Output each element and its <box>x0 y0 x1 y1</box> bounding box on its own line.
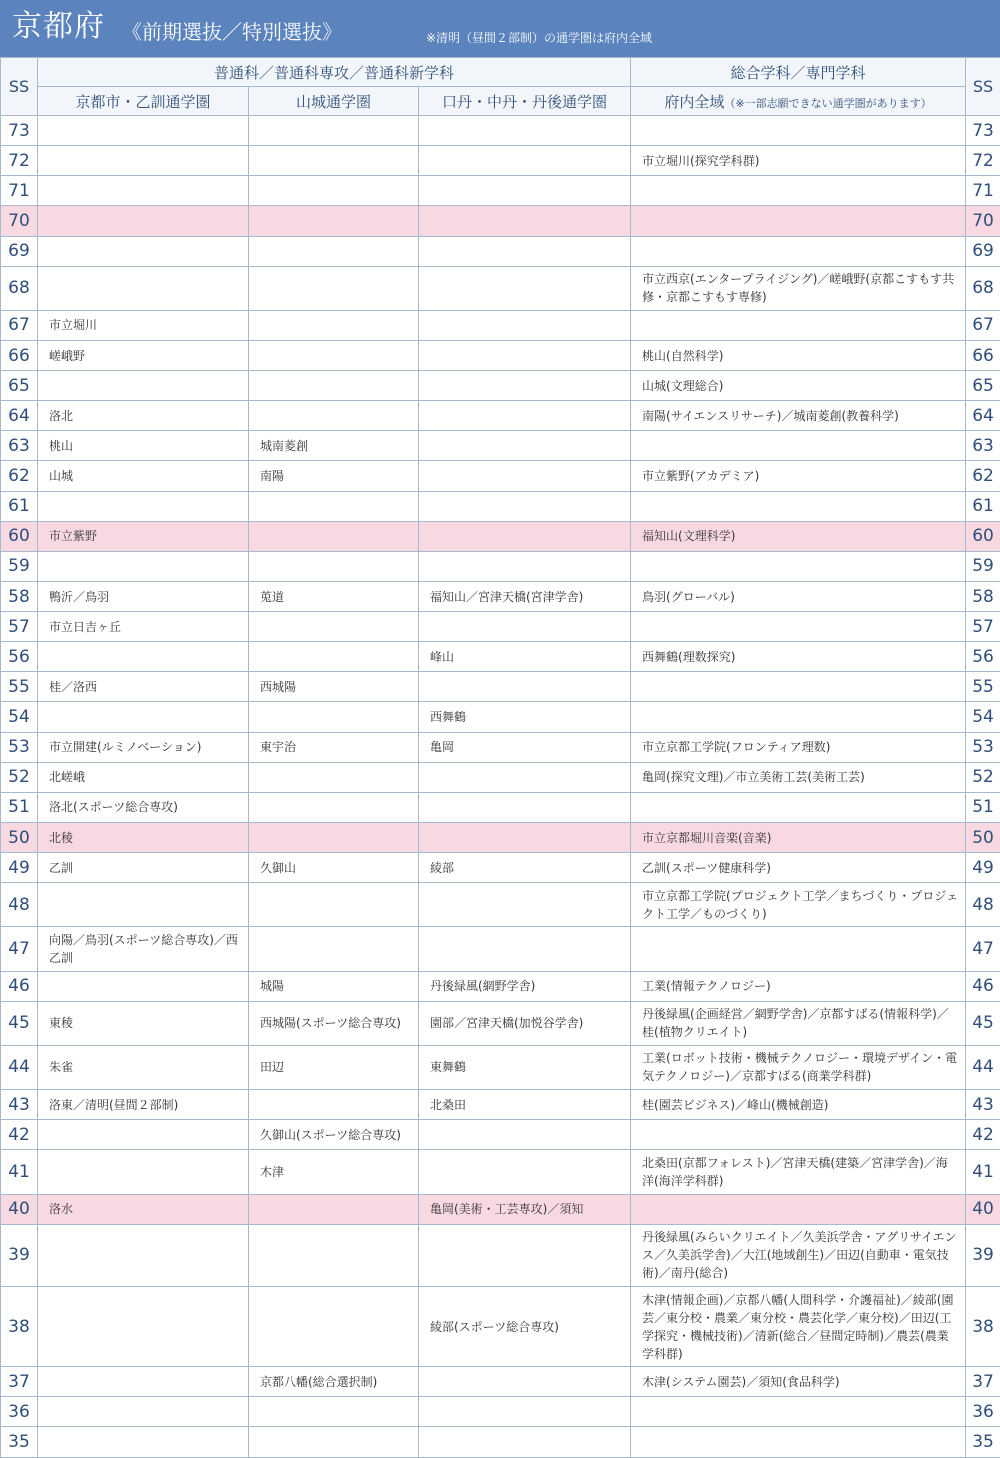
school-cell: 亀岡 <box>419 732 631 762</box>
school-cell: 市立紫野 <box>38 521 249 551</box>
school-cell: 洛東／清明(昼間２部制) <box>38 1090 249 1120</box>
school-cell: 亀岡(美術・工芸専攻)／須知 <box>419 1194 631 1224</box>
ss-value-right: 46 <box>966 971 1000 1001</box>
school-cell <box>631 116 966 146</box>
ss-value-left: 64 <box>1 401 38 431</box>
ss-value-left: 55 <box>1 672 38 702</box>
ss-value-right: 48 <box>966 883 1000 927</box>
school-cell: 桃山 <box>38 431 249 461</box>
school-cell: 亀岡(探究文理)／市立美術工芸(美術工芸) <box>631 762 966 792</box>
ss-value-right: 65 <box>966 371 1000 401</box>
school-cell <box>419 236 631 266</box>
table-row <box>1 672 1000 702</box>
ss-value-left: 37 <box>1 1367 38 1397</box>
ss-value-right: 55 <box>966 672 1000 702</box>
column-header-prefecture-wide-label: 府内全域 <box>664 92 725 111</box>
ss-value-right: 73 <box>966 116 1000 146</box>
school-cell <box>38 1120 249 1150</box>
ss-value-right: 47 <box>966 927 1000 971</box>
table-row <box>1 146 1000 176</box>
school-cell <box>249 521 419 551</box>
school-cell: 西舞鶴 <box>419 702 631 732</box>
table-row <box>1 1150 1000 1194</box>
school-cell <box>38 371 249 401</box>
ss-value-right: 68 <box>966 266 1000 310</box>
school-cell <box>38 116 249 146</box>
table-row <box>1 1397 1000 1427</box>
ss-value-left: 39 <box>1 1224 38 1286</box>
ss-value-left: 42 <box>1 1120 38 1150</box>
school-cell: 市立京都工学院(プロジェクト工学／まちづくり・プロジェクト工学／ものづくり) <box>631 883 966 927</box>
school-cell <box>419 461 631 491</box>
ss-value-left: 46 <box>1 971 38 1001</box>
school-cell: 市立開建(ルミノベーション) <box>38 732 249 762</box>
table-row <box>1 702 1000 732</box>
table-row <box>1 431 1000 461</box>
school-cell: 西舞鶴(理数探究) <box>631 642 966 672</box>
school-cell: 綾部(スポーツ総合専攻) <box>419 1286 631 1366</box>
header-note: ※清明（昼間２部制）の通学圏は府内全域 <box>426 31 653 45</box>
ss-value-left: 40 <box>1 1194 38 1224</box>
school-cell <box>38 1367 249 1397</box>
table-row <box>1 1427 1000 1458</box>
school-cell: 園部／宮津天橋(加悦谷学舎) <box>419 1001 631 1045</box>
school-cell: 東稜 <box>38 1001 249 1045</box>
school-cell <box>38 883 249 927</box>
school-cell <box>38 551 249 581</box>
school-cell <box>38 176 249 206</box>
ss-value-left: 54 <box>1 702 38 732</box>
school-cell <box>419 1397 631 1427</box>
school-cell: 朱雀 <box>38 1045 249 1089</box>
table-row <box>1 206 1000 236</box>
ss-value-right: 45 <box>966 1001 1000 1045</box>
school-cell <box>419 371 631 401</box>
ss-value-right: 51 <box>966 792 1000 822</box>
school-cell <box>38 1150 249 1194</box>
school-cell <box>419 310 631 340</box>
school-cell: 久御山(スポーツ総合専攻) <box>249 1120 419 1150</box>
school-cell <box>419 431 631 461</box>
school-cell <box>249 702 419 732</box>
school-cell <box>419 1427 631 1458</box>
school-cell <box>631 551 966 581</box>
school-cell <box>631 310 966 340</box>
ss-value-right: 50 <box>966 822 1000 852</box>
table-row <box>1 461 1000 491</box>
school-cell: 山城 <box>38 461 249 491</box>
ss-value-left: 56 <box>1 642 38 672</box>
table-row <box>1 612 1000 642</box>
school-cell <box>38 236 249 266</box>
table-row <box>1 340 1000 370</box>
ss-value-left: 50 <box>1 822 38 852</box>
school-cell: 鴨沂／鳥羽 <box>38 581 249 611</box>
table-row <box>1 927 1000 971</box>
table-row <box>1 551 1000 581</box>
school-cell <box>419 612 631 642</box>
table-body <box>1 116 1000 1458</box>
school-cell: 南陽(サイエンスリサーチ)／城南菱創(教養科学) <box>631 401 966 431</box>
school-cell <box>249 1194 419 1224</box>
table-row <box>1 971 1000 1001</box>
school-cell <box>631 1397 966 1427</box>
ss-value-right: 60 <box>966 521 1000 551</box>
school-cell <box>631 176 966 206</box>
table-row <box>1 1367 1000 1397</box>
ss-value-left: 72 <box>1 146 38 176</box>
ss-value-left: 73 <box>1 116 38 146</box>
school-cell: 峰山 <box>419 642 631 672</box>
ss-value-right: 69 <box>966 236 1000 266</box>
school-cell <box>631 236 966 266</box>
school-cell: 市立紫野(アカデミア) <box>631 461 966 491</box>
ss-value-left: 69 <box>1 236 38 266</box>
school-cell <box>631 1194 966 1224</box>
school-cell: 洛水 <box>38 1194 249 1224</box>
school-cell <box>419 266 631 310</box>
group-header-general: 普通科／普通科専攻／普通科新学科 <box>38 58 631 87</box>
ss-value-left: 44 <box>1 1045 38 1089</box>
school-cell: 莵道 <box>249 581 419 611</box>
school-cell <box>38 1286 249 1366</box>
school-cell: 東宇治 <box>249 732 419 762</box>
school-cell <box>419 1150 631 1194</box>
school-cell <box>249 371 419 401</box>
table-row <box>1 1045 1000 1089</box>
school-cell <box>419 822 631 852</box>
ss-value-right: 67 <box>966 310 1000 340</box>
school-cell <box>631 612 966 642</box>
school-cell: 工業(ロボット技術・機械テクノロジー・環境デザイン・電気テクノロジー)／京都すばる(商業学科群) <box>631 1045 966 1089</box>
ss-value-right: 41 <box>966 1150 1000 1194</box>
school-cell <box>419 762 631 792</box>
school-cell <box>419 792 631 822</box>
ss-value-right: 52 <box>966 762 1000 792</box>
ss-value-right: 57 <box>966 612 1000 642</box>
school-cell: 東舞鶴 <box>419 1045 631 1089</box>
school-cell <box>631 206 966 236</box>
school-cell <box>419 672 631 702</box>
ss-value-left: 65 <box>1 371 38 401</box>
school-cell <box>38 642 249 672</box>
school-cell: 鳥羽(グローバル) <box>631 581 966 611</box>
school-cell <box>249 1397 419 1427</box>
school-cell <box>249 927 419 971</box>
table-row <box>1 1090 1000 1120</box>
school-cell <box>419 340 631 370</box>
school-cell <box>249 1286 419 1366</box>
school-cell <box>249 762 419 792</box>
school-cell <box>419 927 631 971</box>
column-header-yamashiro: 山城通学圏 <box>249 87 419 116</box>
school-cell: 北桑田 <box>419 1090 631 1120</box>
table-row <box>1 310 1000 340</box>
ss-value-right: 59 <box>966 551 1000 581</box>
table-row <box>1 371 1000 401</box>
table-row <box>1 853 1000 883</box>
ss-value-left: 68 <box>1 266 38 310</box>
school-cell: 工業(情報テクノロジー) <box>631 971 966 1001</box>
table-row <box>1 883 1000 927</box>
school-cell <box>419 176 631 206</box>
school-cell <box>249 491 419 521</box>
table-row <box>1 822 1000 852</box>
ss-header-left: SS <box>1 58 38 116</box>
school-cell <box>38 491 249 521</box>
page-header <box>0 0 1000 57</box>
table-row <box>1 581 1000 611</box>
school-cell <box>249 883 419 927</box>
ss-value-right: 71 <box>966 176 1000 206</box>
school-cell <box>419 883 631 927</box>
school-cell <box>631 1427 966 1458</box>
ss-value-left: 70 <box>1 206 38 236</box>
ss-value-left: 61 <box>1 491 38 521</box>
table-row <box>1 732 1000 762</box>
school-cell <box>631 491 966 521</box>
school-cell <box>249 822 419 852</box>
ss-value-left: 45 <box>1 1001 38 1045</box>
table-row <box>1 642 1000 672</box>
ss-value-right: 39 <box>966 1224 1000 1286</box>
ss-value-left: 52 <box>1 762 38 792</box>
ss-value-left: 57 <box>1 612 38 642</box>
table-row <box>1 762 1000 792</box>
school-cell <box>631 792 966 822</box>
table-row <box>1 1194 1000 1224</box>
column-header-prefecture-wide <box>631 87 966 116</box>
table-row <box>1 491 1000 521</box>
ss-value-right: 44 <box>966 1045 1000 1089</box>
ss-value-left: 43 <box>1 1090 38 1120</box>
school-cell <box>38 1397 249 1427</box>
school-cell: 丹後緑風(企画経営／網野学舎)／京都すばる(情報科学)／桂(植物クリエイト) <box>631 1001 966 1045</box>
ss-value-right: 62 <box>966 461 1000 491</box>
school-cell <box>249 146 419 176</box>
table-row <box>1 401 1000 431</box>
school-cell: 山城(文理総合) <box>631 371 966 401</box>
school-cell <box>249 1090 419 1120</box>
table-row <box>1 792 1000 822</box>
school-cell: 木津(情報企画)／京都八幡(人間科学・介護福祉)／綾部(園芸／東分校・農業／東分校・農芸化学／東分校)／田辺(工学探究・機械技術)／清新(総合／昼間定時制)／農芸(農業学科群) <box>631 1286 966 1366</box>
table-row <box>1 1120 1000 1150</box>
ss-value-right: 36 <box>966 1397 1000 1427</box>
school-cell: 福知山／宮津天橋(宮津学舎) <box>419 581 631 611</box>
table-row <box>1 1224 1000 1286</box>
school-cell <box>249 176 419 206</box>
school-cell <box>249 340 419 370</box>
school-cell <box>38 1427 249 1458</box>
school-cell <box>419 1224 631 1286</box>
school-cell <box>249 310 419 340</box>
school-cell <box>249 116 419 146</box>
school-cell: 向陽／鳥羽(スポーツ総合専攻)／西乙訓 <box>38 927 249 971</box>
school-cell: 北稜 <box>38 822 249 852</box>
ss-value-left: 53 <box>1 732 38 762</box>
school-cell: 丹後緑風(みらいクリエイト／久美浜学舎・アグリサイエンス／久美浜学舎)／大江(地域創生)／田辺(自動車・電気技術)／南丹(総合) <box>631 1224 966 1286</box>
school-cell: 市立京都堀川音楽(音楽) <box>631 822 966 852</box>
column-header-kuchitan-chutan-tango: 口丹・中丹・丹後通学圏 <box>419 87 631 116</box>
school-cell: 市立堀川 <box>38 310 249 340</box>
school-cell <box>249 206 419 236</box>
school-cell <box>249 551 419 581</box>
school-cell: 福知山(文理科学) <box>631 521 966 551</box>
school-cell <box>38 1224 249 1286</box>
ss-value-right: 43 <box>966 1090 1000 1120</box>
school-cell <box>249 642 419 672</box>
school-cell <box>419 521 631 551</box>
school-cell <box>419 1367 631 1397</box>
school-cell <box>249 266 419 310</box>
school-cell: 城陽 <box>249 971 419 1001</box>
school-cell: 桃山(自然科学) <box>631 340 966 370</box>
ss-value-right: 37 <box>966 1367 1000 1397</box>
school-cell: 市立京都工学院(フロンティア理数) <box>631 732 966 762</box>
school-cell <box>38 266 249 310</box>
school-cell: 乙訓 <box>38 853 249 883</box>
table-row <box>1 1286 1000 1366</box>
school-cell: 市立日吉ヶ丘 <box>38 612 249 642</box>
ss-value-left: 41 <box>1 1150 38 1194</box>
ss-value-right: 56 <box>966 642 1000 672</box>
ss-value-right: 35 <box>966 1427 1000 1458</box>
school-cell: 木津 <box>249 1150 419 1194</box>
table-row <box>1 116 1000 146</box>
group-header-specialized: 総合学科／専門学科 <box>631 58 966 87</box>
school-cell <box>419 206 631 236</box>
school-ranking-table <box>0 57 1000 1458</box>
column-header-kyoto-otokuni: 京都市・乙訓通学圏 <box>38 87 249 116</box>
ss-value-right: 58 <box>966 581 1000 611</box>
ss-value-left: 60 <box>1 521 38 551</box>
school-cell: 城南菱創 <box>249 431 419 461</box>
table-row <box>1 176 1000 206</box>
school-cell: 久御山 <box>249 853 419 883</box>
ss-value-right: 40 <box>966 1194 1000 1224</box>
school-cell: 田辺 <box>249 1045 419 1089</box>
school-cell <box>249 236 419 266</box>
table-row <box>1 1001 1000 1045</box>
school-cell: 嵯峨野 <box>38 340 249 370</box>
school-cell <box>631 702 966 732</box>
school-cell: 南陽 <box>249 461 419 491</box>
ss-value-left: 47 <box>1 927 38 971</box>
school-cell: 桂(園芸ビジネス)／峰山(機械創造) <box>631 1090 966 1120</box>
ss-value-left: 35 <box>1 1427 38 1458</box>
ss-value-right: 54 <box>966 702 1000 732</box>
column-header-note: （※一部志願できない通学圏があります） <box>724 96 932 110</box>
ss-value-left: 67 <box>1 310 38 340</box>
school-cell <box>419 1120 631 1150</box>
school-cell: 西城陽 <box>249 672 419 702</box>
school-cell <box>419 146 631 176</box>
school-cell: 北桑田(京都フォレスト)／宮津天橋(建築／宮津学舎)／海洋(海洋学科群) <box>631 1150 966 1194</box>
school-cell <box>38 702 249 732</box>
ss-value-left: 36 <box>1 1397 38 1427</box>
ss-header-right: SS <box>966 58 1000 116</box>
school-cell <box>38 146 249 176</box>
school-cell <box>249 1224 419 1286</box>
ss-value-left: 63 <box>1 431 38 461</box>
ss-value-left: 49 <box>1 853 38 883</box>
ss-value-right: 49 <box>966 853 1000 883</box>
school-cell <box>249 612 419 642</box>
school-cell: 北嵯峨 <box>38 762 249 792</box>
ss-value-left: 59 <box>1 551 38 581</box>
school-cell <box>631 672 966 702</box>
school-cell: 桂／洛西 <box>38 672 249 702</box>
ss-value-right: 64 <box>966 401 1000 431</box>
ss-value-left: 48 <box>1 883 38 927</box>
ss-value-right: 66 <box>966 340 1000 370</box>
school-cell <box>631 1120 966 1150</box>
ss-value-right: 70 <box>966 206 1000 236</box>
school-cell <box>249 792 419 822</box>
school-cell <box>419 401 631 431</box>
school-cell <box>631 927 966 971</box>
school-cell: 市立堀川(探究学科群) <box>631 146 966 176</box>
school-cell: 綾部 <box>419 853 631 883</box>
school-cell <box>419 116 631 146</box>
school-cell: 木津(システム園芸)／須知(食品科学) <box>631 1367 966 1397</box>
ss-value-right: 61 <box>966 491 1000 521</box>
table-row <box>1 521 1000 551</box>
school-cell: 洛北(スポーツ総合専攻) <box>38 792 249 822</box>
ss-value-right: 38 <box>966 1286 1000 1366</box>
school-cell: 西城陽(スポーツ総合専攻) <box>249 1001 419 1045</box>
school-cell: 京都八幡(総合選択制) <box>249 1367 419 1397</box>
ss-value-left: 58 <box>1 581 38 611</box>
school-cell: 市立西京(エンタープライジング)／嵯峨野(京都こすもす共修・京都こすもす専修) <box>631 266 966 310</box>
ss-value-right: 63 <box>966 431 1000 461</box>
school-cell: 丹後緑風(網野学舎) <box>419 971 631 1001</box>
table-row <box>1 236 1000 266</box>
school-cell <box>419 491 631 521</box>
school-cell <box>38 206 249 236</box>
ss-value-right: 53 <box>966 732 1000 762</box>
school-cell <box>38 971 249 1001</box>
school-cell: 洛北 <box>38 401 249 431</box>
table-row <box>1 266 1000 310</box>
school-cell <box>631 431 966 461</box>
page-subtitle: 《前期選抜／特別選抜》 <box>122 20 342 44</box>
school-cell: 乙訓(スポーツ健康科学) <box>631 853 966 883</box>
ss-value-left: 38 <box>1 1286 38 1366</box>
school-cell <box>249 1427 419 1458</box>
ss-value-right: 72 <box>966 146 1000 176</box>
ss-value-left: 51 <box>1 792 38 822</box>
school-cell <box>249 401 419 431</box>
ss-value-left: 66 <box>1 340 38 370</box>
ss-value-left: 62 <box>1 461 38 491</box>
ss-value-left: 71 <box>1 176 38 206</box>
school-cell <box>419 551 631 581</box>
ss-value-right: 42 <box>966 1120 1000 1150</box>
page-title: 京都府 <box>12 9 105 44</box>
